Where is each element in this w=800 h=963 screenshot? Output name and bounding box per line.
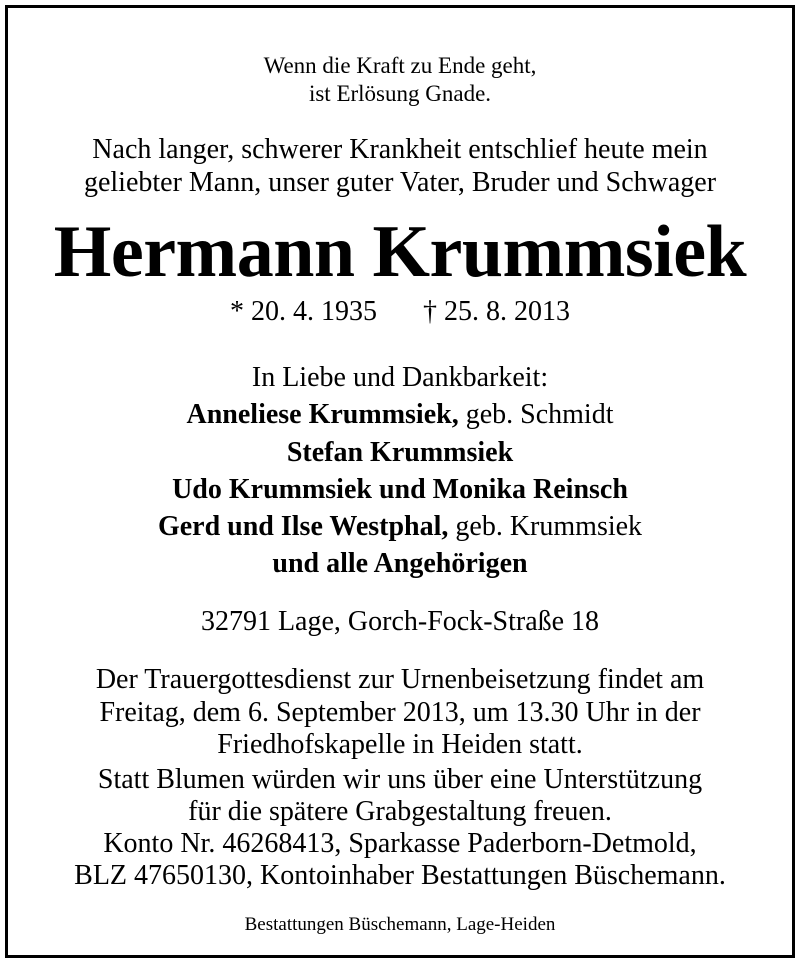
mourner-name: Gerd und Ilse Westphal, [157, 511, 449, 542]
intro-line-1: Nach langer, schwerer Krankheit entschlief heute mein [92, 134, 708, 165]
family-address: 32791 Lage, Gorch-Fock-Straße 18 [200, 606, 600, 637]
mourner-line-1 [0, 401, 800, 429]
motto-line-2: ist Erlösung Gnade. [308, 81, 492, 106]
donation-line-3: Konto Nr. 46268413, Sparkasse Paderborn-Detmold, [103, 828, 697, 859]
service-line-1: Der Trauergottesdienst zur Urnenbeisetzung findet am [95, 664, 705, 695]
mourner-name: Anneliese Krummsiek, [186, 399, 459, 430]
funeral-home-footer: Bestattungen Büschemann, Lage-Heiden [244, 914, 556, 935]
service-line-2: Freitag, dem 6. September 2013, um 13.30 Uhr in der [99, 697, 701, 728]
deceased-name: Hermann Krummsiek [53, 211, 747, 293]
mourner-line-3: Udo Krummsiek und Monika Reinsch [172, 474, 628, 505]
mourner-line-4 [0, 513, 800, 541]
mourners-heading: In Liebe und Dankbarkeit: [251, 362, 549, 393]
intro-line-2: geliebter Mann, unser guter Vater, Bruder und Schwager [83, 167, 717, 198]
birth-date: * 20. 4. 1935 [230, 296, 377, 327]
donation-line-4: BLZ 47650130, Kontoinhaber Bestattungen Büschemann. [74, 860, 726, 891]
donation-line-2: für die spätere Grabgestaltung freuen. [188, 796, 612, 827]
motto-line-1: Wenn die Kraft zu Ende geht, [263, 53, 537, 78]
mourner-line-2: Stefan Krummsiek [286, 437, 514, 468]
mourner-maiden-name: geb. Schmidt [458, 399, 614, 430]
death-date: † 25. 8. 2013 [423, 296, 570, 327]
donation-line-1: Statt Blumen würden wir uns über eine Unterstützung [97, 764, 703, 795]
mourner-line-5: und alle Angehörigen [272, 548, 528, 579]
service-line-3: Friedhofskapelle in Heiden statt. [217, 729, 583, 760]
life-dates [0, 298, 800, 326]
mourner-maiden-name: geb. Krummsiek [448, 511, 643, 542]
